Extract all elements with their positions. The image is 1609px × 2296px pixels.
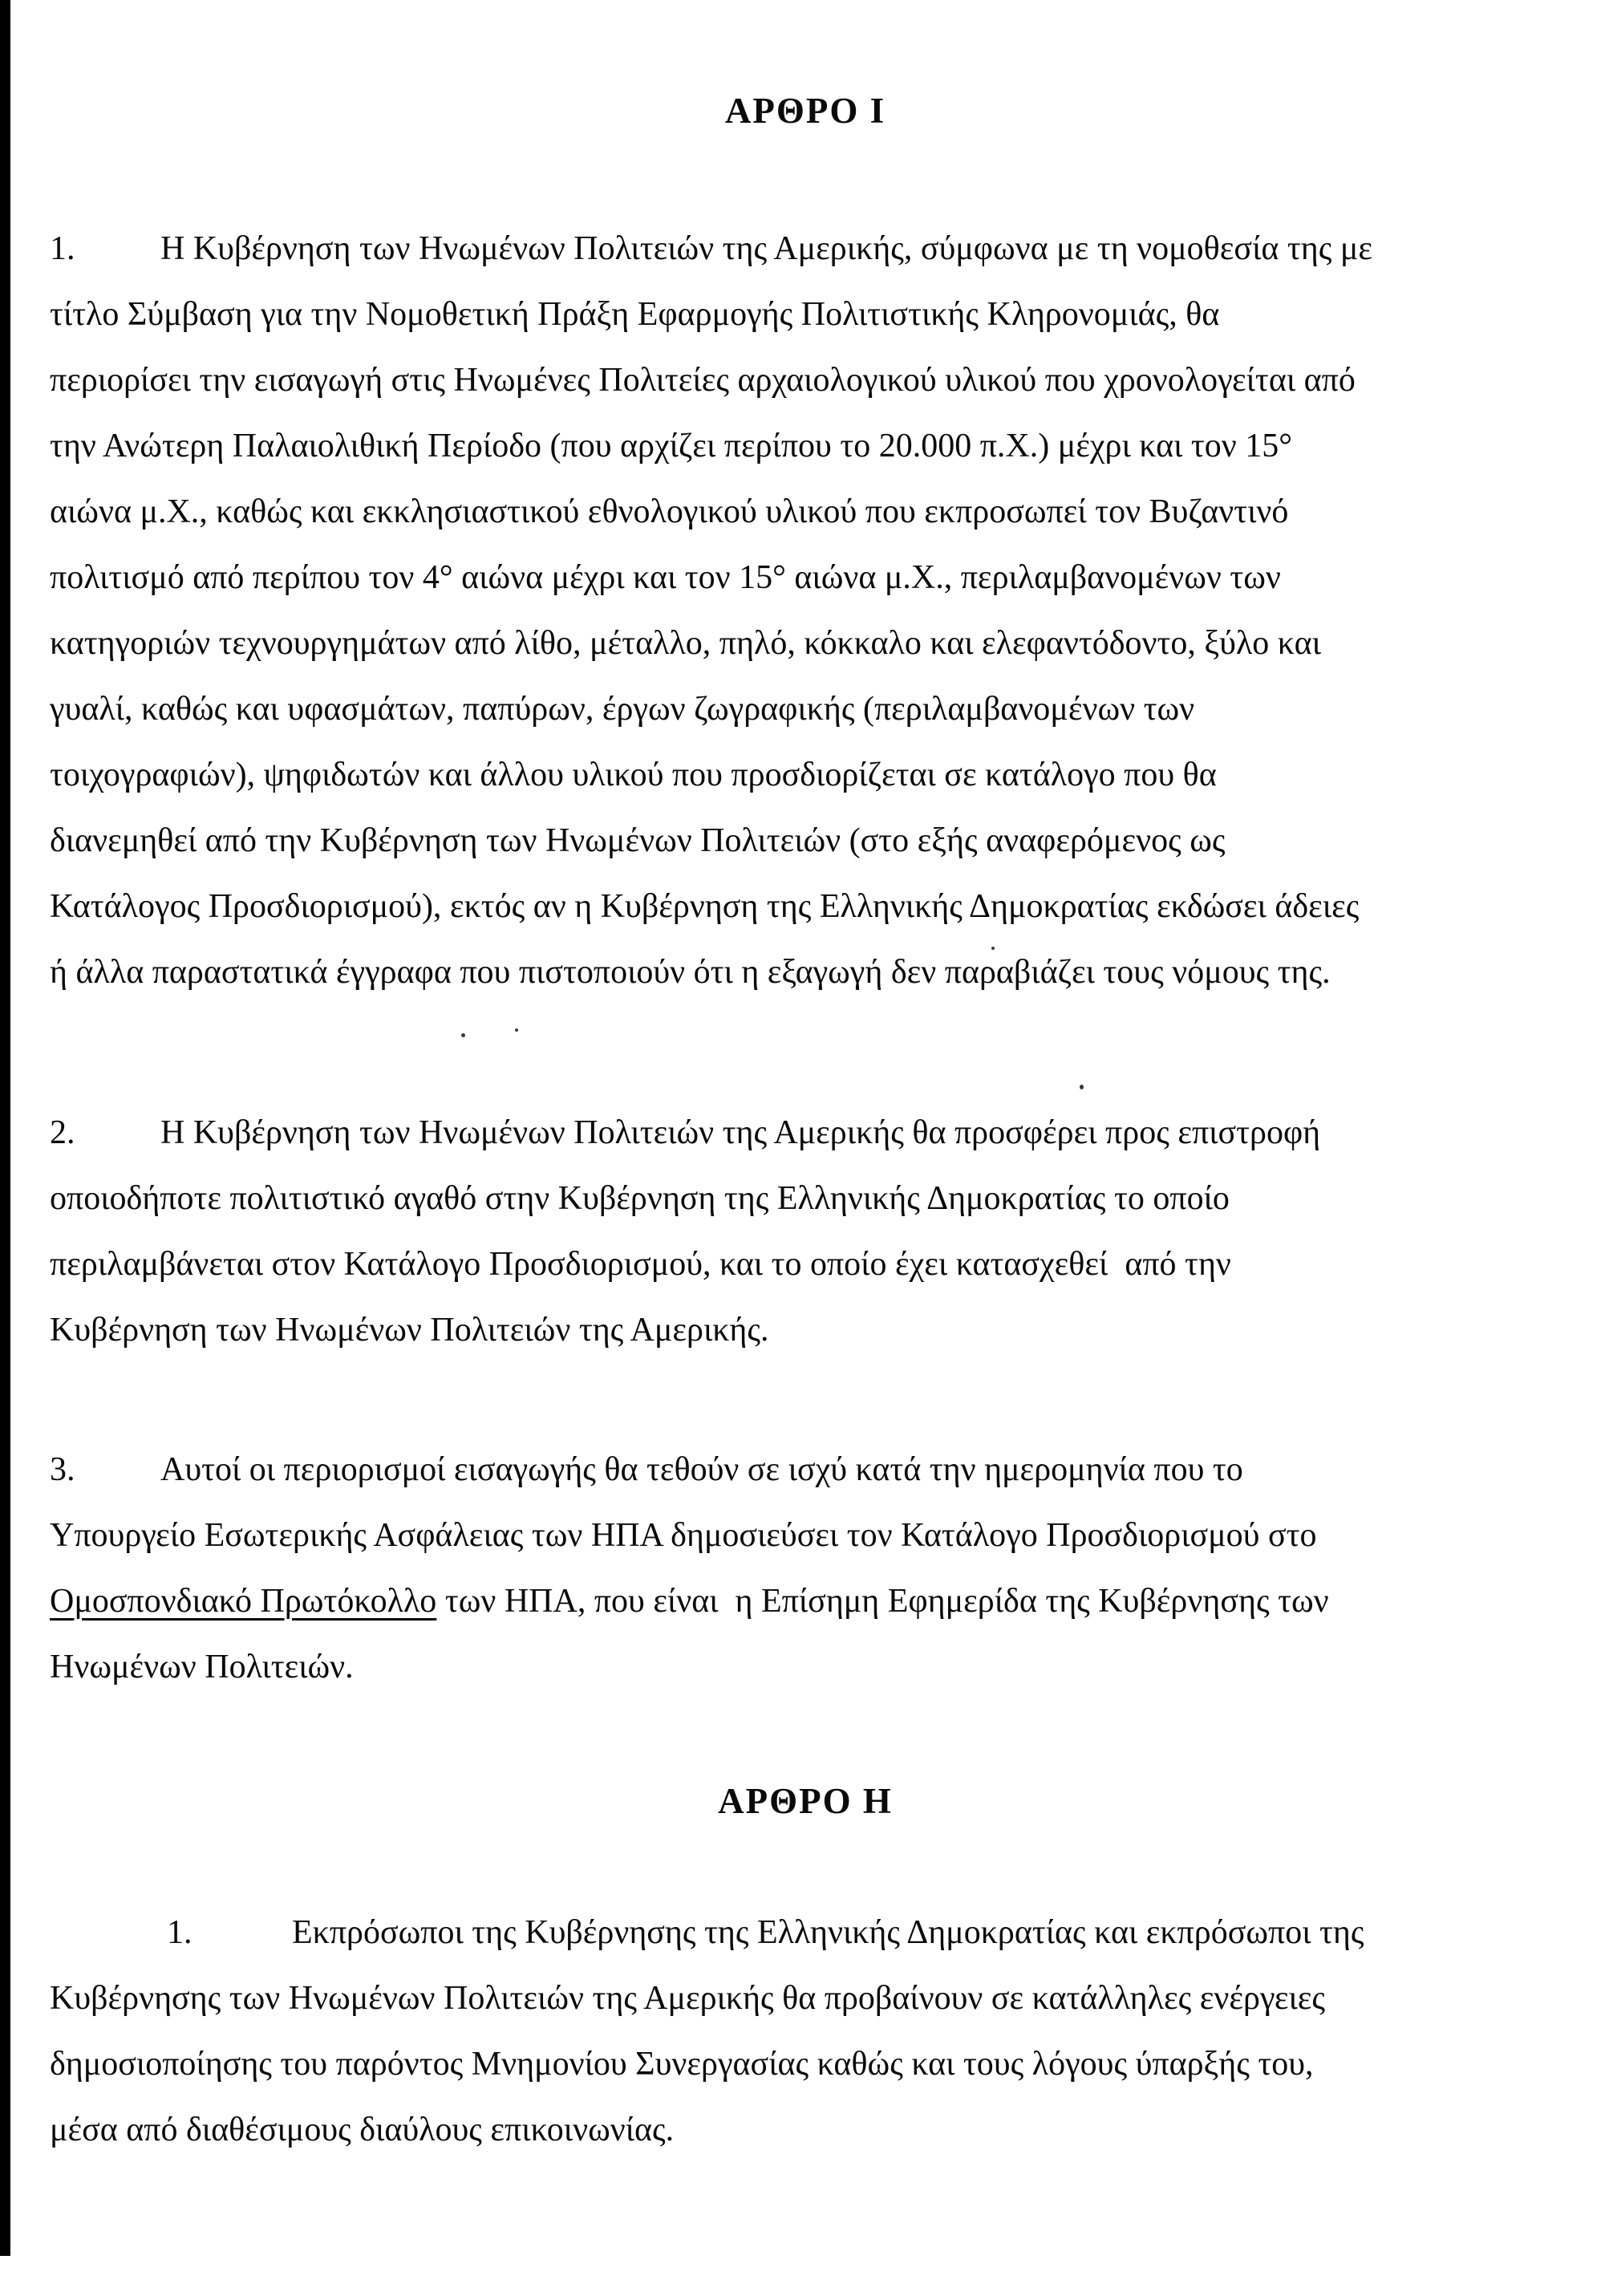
text-segment: μέσα από διαθέσιμους διαύλους επικοινωνίας. [50,2111,675,2148]
article-1-paragraph-1 [50,216,1561,1005]
article-1-paragraph-2 [50,1100,1561,1363]
text-line [50,216,1561,282]
article-2-paragraph-1 [50,1900,1561,2163]
text-line [50,545,1561,611]
article-2-heading: ΑΡΘΡΟ Η [718,1781,893,1821]
text-line [50,1503,1561,1568]
text-line [50,676,1561,742]
text-segment: Κατάλογος Προσδιορισμού), εκτός αν η Κυβέρνηση της Ελληνικής Δημοκρατίας εκδώσει άδειες [50,888,1360,925]
text-segment: πολιτισμό από περίπου τον 4° αιώνα μέχρι και τον 15° αιώνα μ.Χ., περιλαμβανομένων των [50,559,1281,596]
text-line [50,413,1561,479]
text-segment: Εκπρόσωποι της Κυβέρνησης της Ελληνικής Δημοκρατίας και εκπρόσωποι της [292,1914,1364,1951]
text-segment: Υπουργείο Εσωτερικής Ασφάλειας των ΗΠΑ δημοσιεύσει τον Κατάλογο Προσδιορισμού στο [50,1517,1317,1554]
text-line [50,742,1561,808]
text-line [50,611,1561,676]
text-line [50,1634,1561,1700]
text-segment: Κυβέρνηση των Ηνωμένων Πολιτειών της Αμερικής. [50,1312,769,1349]
text-line [50,1100,1561,1166]
text-segment: ή άλλα παραστατικά έγγραφα που πιστοποιούν ότι η εξαγωγή δεν παραβιάζει τους νόμους της. [50,954,1331,991]
text-line [50,874,1561,939]
underlined-text: Ομοσπονδιακό Πρωτόκολλο [50,1583,437,1620]
paragraph-number: 1. [167,1914,193,1951]
text-line [50,2031,1561,2097]
text-segment: γυαλί, καθώς και υφασμάτων, παπύρων, έργων ζωγραφικής (περιλαμβανομένων των [50,691,1195,728]
paragraph-number: 1. [50,230,75,267]
document-content [50,0,1561,2163]
text-line [50,939,1561,1005]
text-segment: των ΗΠΑ, που είναι η Επίσημη Εφημερίδα της Κυβέρνησης των [436,1583,1329,1620]
article-1-heading: ΑΡΘΡΟ Ι [724,91,886,131]
text-segment: κατηγοριών τεχνουργημάτων από λίθο, μέταλλο, πηλό, κόκκαλο και ελεφαντόδοντο, ξύλο και [50,625,1321,662]
text-segment: Κυβέρνησης των Ηνωμένων Πολιτειών της Αμερικής θα προβαίνουν σε κατάλληλες ενέργειες [50,1980,1326,2017]
text-line [50,1231,1561,1297]
text-segment: αιώνα μ.Χ., καθώς και εκκλησιαστικού εθνολογικού υλικού που εκπροσωπεί τον Βυζαντινό [50,493,1289,530]
text-segment: την Ανώτερη Παλαιολιθική Περίοδο (που αρχίζει περίπου το 20.000 π.Χ.) μέχρι και τον 15° [50,428,1293,464]
text-segment: Αυτοί οι περιορισμοί εισαγωγής θα τεθούν σε ισχύ κατά την ημερομηνία που το [160,1451,1243,1488]
text-line [50,1437,1561,1503]
paragraph-number: 2. [50,1114,75,1151]
text-segment: περιορίσει την εισαγωγή στις Ηνωμένες Πολιτείες αρχαιολογικού υλικού που χρονολογείται από [50,362,1356,399]
text-segment: δημοσιοποίησης του παρόντος Μνημονίου Συνεργασίας καθώς και τους λόγους ύπαρξής του, [50,2046,1314,2083]
text-line [50,1965,1561,2031]
text-line [50,1568,1561,1634]
text-segment: Η Κυβέρνηση των Ηνωμένων Πολιτειών της Αμερικής, σύμφωνα με τη νομοθεσία της με [160,230,1372,267]
text-segment: διανεμηθεί από την Κυβέρνηση των Ηνωμένων Πολιτειών (στο εξής αναφερόμενος ως [50,822,1226,859]
text-segment: τίτλο Σύμβαση για την Νομοθετική Πράξη Εφαρμογής Πολιτιστικής Κληρονομιάς, θα [50,296,1220,333]
scan-edge-artifact [0,0,10,2256]
text-line [50,282,1561,347]
text-line [50,1166,1561,1231]
text-line [50,479,1561,545]
text-segment: Η Κυβέρνηση των Ηνωμένων Πολιτειών της Αμερικής θα προσφέρει προς επιστροφή [160,1114,1321,1151]
paragraph-number: 3. [50,1451,75,1488]
text-segment: τοιχογραφιών), ψηφιδωτών και άλλου υλικού που προσδιορίζεται σε κατάλογο που θα [50,757,1217,793]
text-line [50,1297,1561,1363]
text-segment: Ηνωμένων Πολιτειών. [50,1649,354,1685]
text-line [50,808,1561,874]
text-line [50,2097,1561,2163]
text-line [50,1900,1561,1965]
article-1-paragraph-3 [50,1437,1561,1700]
text-segment: οποιοδήποτε πολιτιστικό αγαθό στην Κυβέρνηση της Ελληνικής Δημοκρατίας το οποίο [50,1180,1230,1217]
text-segment: περιλαμβάνεται στον Κατάλογο Προσδιορισμού, και το οποίο έχει κατασχεθεί από την [50,1246,1231,1283]
text-line [50,347,1561,413]
